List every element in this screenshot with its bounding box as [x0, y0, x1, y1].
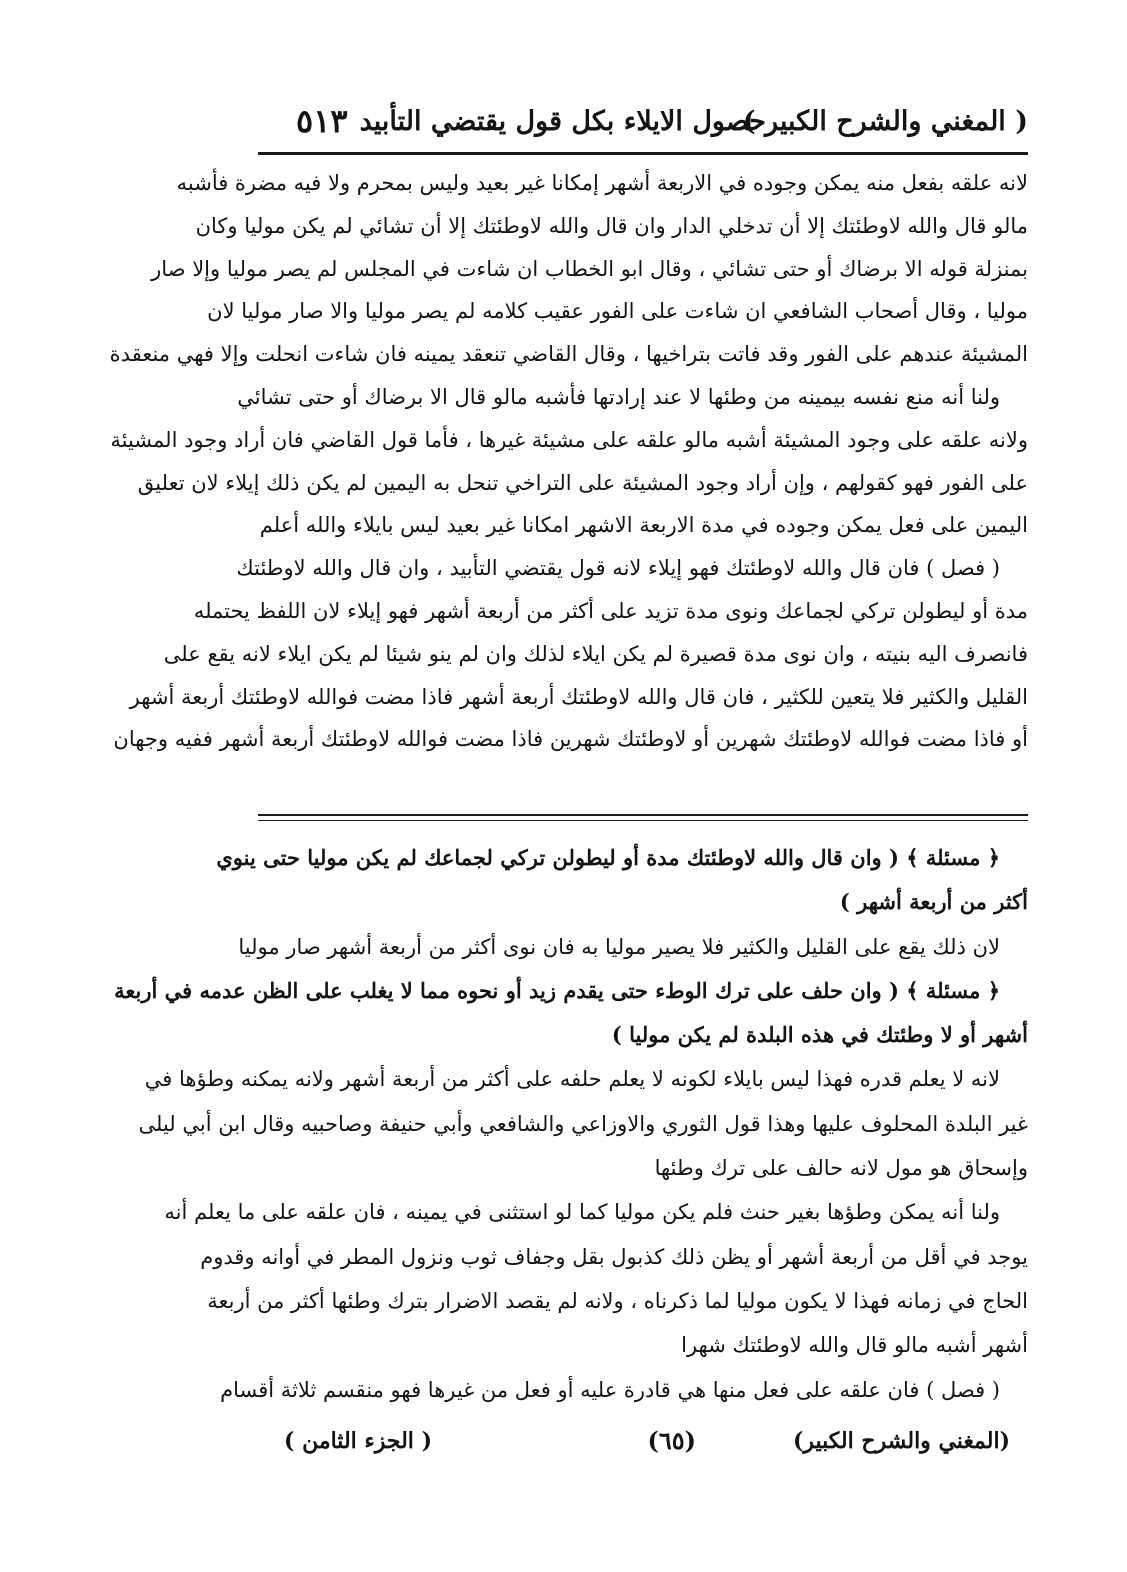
text-line: مالو قال والله لاوطئتك إلا أن تدخلي الدار وان قال والله لاوطئتك إلا أن تشائي لم يكن موليا وكان — [195, 213, 1028, 238]
text-line: لان ذلك يقع على القليل والكثير فلا يصير موليا به فان نوى أكثر من أربعة أشهر صار موليا — [238, 934, 1000, 959]
text-line: لانه علقه بفعل منه يمكن وجوده في الاربعة أشهر إمكانا غير بعيد وليس بمحرم ولا فيه مضرة فأشبه — [176, 171, 1028, 195]
section-divider — [258, 814, 1028, 816]
volume-label: ( الجزء الثامن ) — [284, 1428, 432, 1454]
text-line: أو فاذا مضت فوالله لاوطئتك شهرين أو لاوطئتك شهرين فاذا مضت فوالله لاوطئتك أربعة أشهر ففيه وجهان — [113, 727, 1028, 752]
text-line: بمنزلة قوله الا برضاك أو حتى تشائي ، وقال ابو الخطاب ان شاءت في المجلس لم يصر موليا وإلا صار — [151, 256, 1028, 281]
text-line: ﴿ مسئلة ﴾ ( وان حلف على ترك الوطء حتى يقدم زيد أو نحوه مما لا يغلب على الظن عدمه في أربعة — [114, 977, 1000, 1003]
text-line: القليل والكثير فلا يتعين للكثير ، فان قال والله لاوطئتك أربعة أشهر فاذا مضت فوالله لاوطئتك أربعة أشهر — [129, 684, 1028, 709]
text-line: اليمين على فعل يمكن وجوده في مدة الاربعة الاشهر امكانا غير بعيد ليس بايلاء والله أعلم — [259, 513, 1028, 538]
section-divider-thin — [258, 820, 1028, 821]
page-footer — [258, 1424, 1028, 1464]
sharh-text-block — [109, 162, 1028, 761]
running-header — [258, 100, 1028, 152]
text-line: ولانه علقه على وجود المشيئة أشبه مالو علقه على مشيئة غيرها ، فأما قول القاضي فان أراد وجود المشيئة — [110, 427, 1028, 452]
text-line: يوجد في أقل من أربعة أشهر أو يظن ذلك كذبول بقل وجفاف ثوب ونزول المطر في أوانه وقدوم — [200, 1244, 1028, 1269]
text-line: وإسحاق هو مول لانه حالف على ترك وطئها — [654, 1156, 1028, 1181]
text-line: ( فصل ) فان قال والله لاوطئتك فهو إيلاء لانه قول يقتضي التأبيد ، وان قال والله لاوطئتك — [236, 556, 1000, 581]
text-line: على الفور فهو كقولهم ، وإن أراد وجود المشيئة على التراخي تنحل به اليمين لم يكن ذلك إيلاء لان تعليق — [137, 470, 1028, 495]
header-rule — [258, 152, 1028, 155]
text-line: لانه لا يعلم قدره فهذا ليس بايلاء لكونه لا يعلم حلفه على أكثر من أربعة أشهر ولانه يمكنه وطؤها في — [144, 1067, 1000, 1092]
mughni-text-block — [114, 836, 1028, 1412]
text-line: المشيئة عندهم على الفور وقد فاتت بتراخيها ، وقال القاضي تنعقد يمينه فان شاءت انحلت وإلا فهي منعقدة — [109, 342, 1028, 367]
page-number: ٥١٣ — [296, 102, 348, 140]
text-line: ولنا أنه منع نفسه بيمينه من وطئها لا عند إرادتها فأشبه مالو قال الا برضاك أو حتى تشائي — [237, 384, 1000, 409]
text-line: ( فصل ) فان علقه على فعل منها هي قادرة عليه أو فعل من غيرها فهو منقسم ثلاثة أقسام — [220, 1377, 1000, 1402]
text-line: أكثر من أربعة أشهر ) — [839, 889, 1028, 915]
text-line: مدة أو ليطولن تركي لجماعك ونوى مدة تزيد على أكثر من أربعة أشهر فهو إيلاء لان اللفظ يحتمله — [193, 598, 1028, 623]
book-title: ( المغني والشرح الكبير ) — [742, 106, 1028, 137]
text-line: الحاج في زمانه فهذا لا يكون موليا لما ذكرناه ، ولانه لم يقصد الاضرار بترك وطئها أكثر من أربعة — [207, 1288, 1028, 1313]
text-line: أشهر أشبه مالو قال والله لاوطئتك شهرا — [681, 1333, 1028, 1358]
text-line: فانصرف اليه بنيته ، وان نوى مدة قصيرة لم يكن ايلاء لذلك وان لم ينو شيئا لم يكن ايلاء لانه يقع على — [163, 641, 1028, 666]
text-line: غير البلدة المحلوف عليها وهذا قول الثوري والاوزاعي والشافعي وأبي حنيفة وصاحبيه وقال ابن أبي ليلى — [138, 1111, 1028, 1136]
text-line: ﴿ مسئلة ﴾ ( وان قال والله لاوطئتك مدة أو ليطولن تركي لجماعك لم يكن موليا حتى ينوي — [216, 845, 1000, 870]
sheet-number: (٦٥) — [647, 1426, 696, 1455]
section-topic: حصول الايلاء بكل قول يقتضي التأبيد — [359, 106, 766, 137]
text-line: ولنا أنه يمكن وطؤها بغير حنث فلم يكن موليا كما لو استثنى في يمينه ، فان علقه على ما يعلم أنه — [164, 1200, 1000, 1225]
footer-book-title: (المغني والشرح الكبير) — [792, 1428, 1010, 1454]
text-line: موليا ، وقال أصحاب الشافعي ان شاءت على الفور عقيب كلامه لم يصر موليا والا صار موليا لان — [207, 299, 1028, 324]
text-line: أشهر أو لا وطئتك في هذه البلدة لم يكن موليا ) — [611, 1022, 1028, 1048]
